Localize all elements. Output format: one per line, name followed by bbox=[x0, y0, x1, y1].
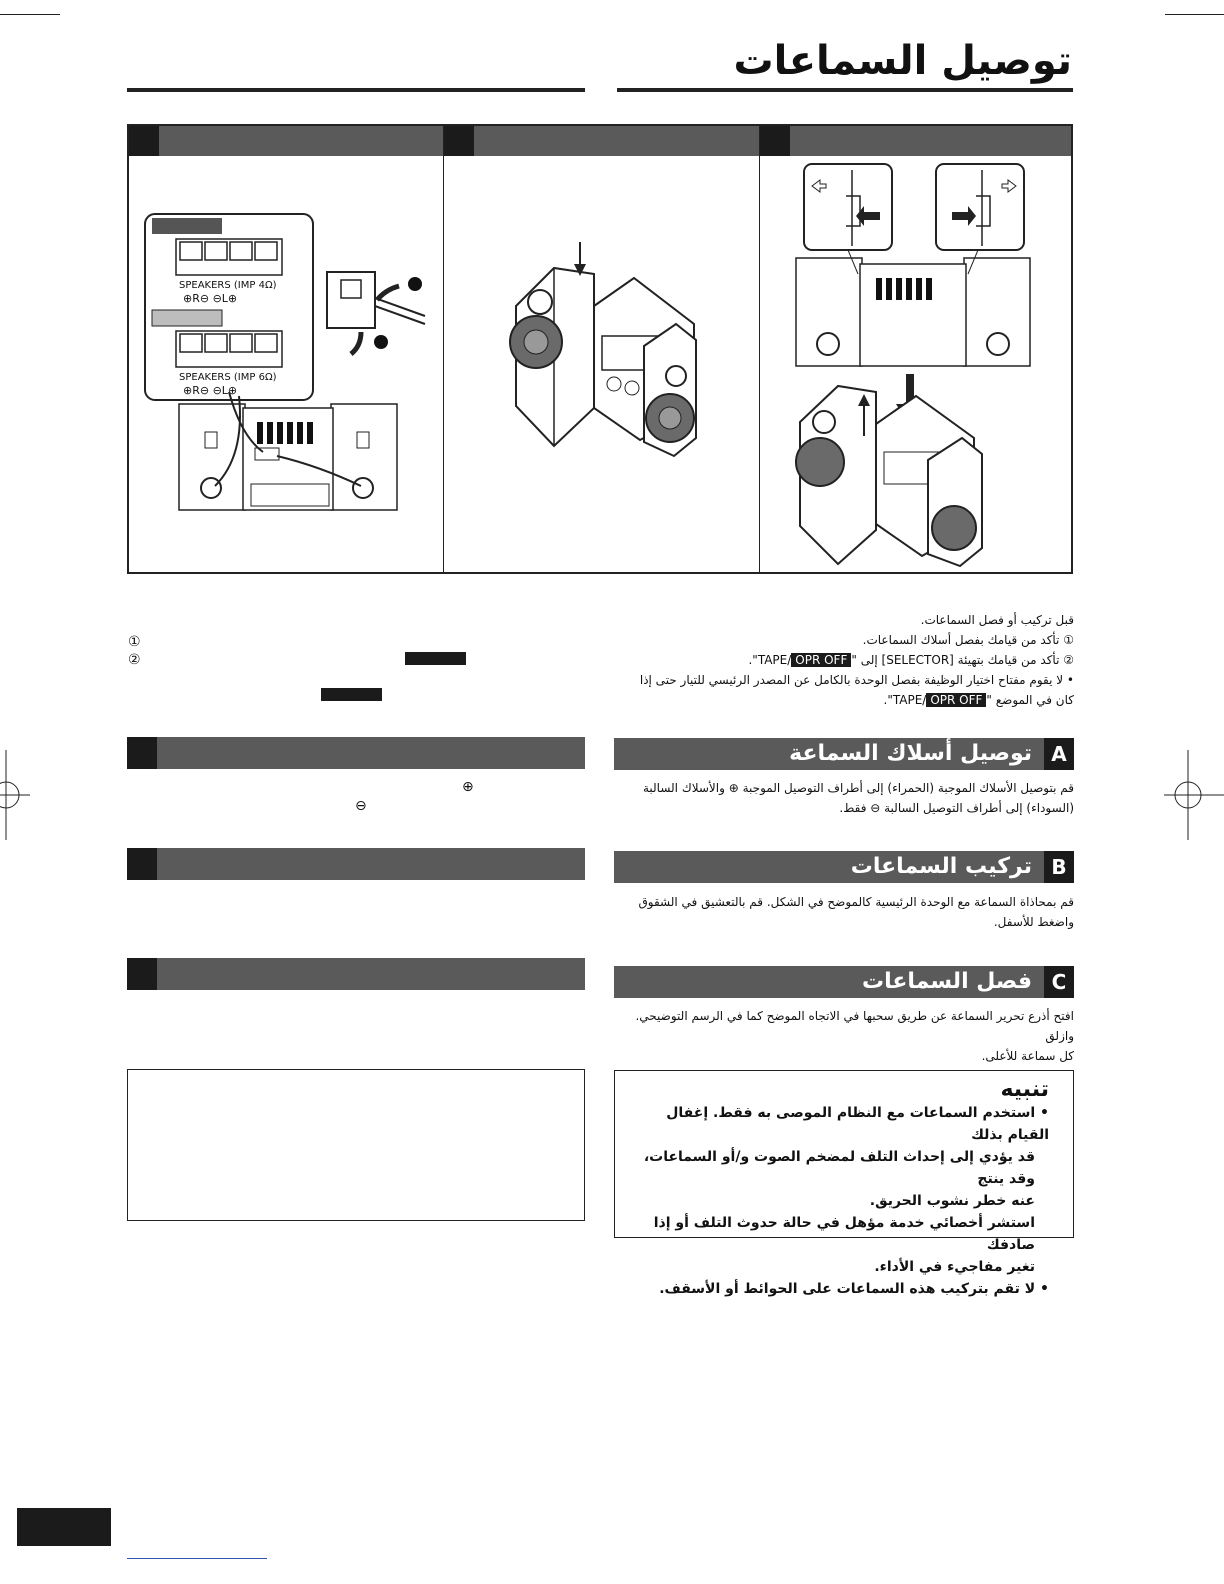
step2-text: تأكد من قيامك بتهيئة [SELECTOR] إلى " bbox=[851, 653, 1060, 667]
note2-tape: TAPE/ bbox=[892, 693, 927, 707]
section-c-body bbox=[614, 1006, 1074, 1066]
section-c-letter: C bbox=[1044, 966, 1074, 998]
section-tab bbox=[127, 737, 157, 769]
crop-mark-top-left bbox=[0, 14, 60, 15]
note-line-1: لا يقوم مفتاح اختيار الوظيفة بفصل الوحدة بالكامل عن المصدر الرئيسي للتيار حتى إذا bbox=[639, 673, 1064, 687]
left-step-marker-1: ① bbox=[128, 634, 141, 650]
caution-item-1 bbox=[625, 1102, 1049, 1146]
section-c-line-2: كل سماعة للأعلى. bbox=[981, 1049, 1074, 1063]
section-b-line-1: قم بمحاذاة السماعة مع الوحدة الرئيسية كالموضح في الشكل. قم بالتعشيق في الشقوق bbox=[638, 895, 1074, 909]
left-section-bar-a bbox=[127, 737, 585, 769]
terminal-symbols-4ohm: ⊕R⊖ ⊖L⊕ bbox=[183, 292, 238, 305]
crop-mark-top-right bbox=[1165, 14, 1224, 15]
left-section-bar-b bbox=[127, 848, 585, 880]
left-caution-box bbox=[127, 1069, 585, 1221]
left-minus-symbol: ⊖ bbox=[355, 798, 367, 814]
caution-item-1-line-2: قد يؤدي إلى إحداث التلف لمضخم الصوت و/أو السماعات، وقد ينتج bbox=[643, 1149, 1035, 1187]
section-b-line-2: واضغط للأسفل. bbox=[993, 915, 1074, 929]
section-a-letter: A bbox=[1044, 738, 1074, 770]
intro-right-block bbox=[614, 610, 1074, 710]
intro-step1 bbox=[614, 630, 1074, 650]
title-rule-right bbox=[617, 88, 1073, 92]
note2-end: ". bbox=[883, 693, 893, 707]
section-c-title: فصل السماعات bbox=[862, 969, 1032, 994]
footer-line bbox=[127, 1558, 267, 1559]
left-section-bar-c bbox=[127, 958, 585, 990]
caution-box bbox=[614, 1070, 1074, 1297]
panel-header bbox=[129, 126, 443, 156]
page-number-block bbox=[17, 1508, 111, 1546]
caution-bullet: • bbox=[1040, 1281, 1049, 1297]
step2-end: ". bbox=[748, 653, 758, 667]
figure-frame bbox=[127, 124, 1073, 574]
left-plus-symbol: ⊕ bbox=[462, 779, 474, 795]
wiring-illustration bbox=[129, 156, 444, 572]
opr-off-badge: OPR OFF bbox=[791, 653, 851, 667]
left-step-marker-2: ② bbox=[128, 652, 141, 668]
section-bar-c bbox=[614, 966, 1074, 998]
terminal-symbols-6ohm: ⊕R⊖ ⊖L⊕ bbox=[183, 384, 238, 397]
registration-mark-right bbox=[1164, 750, 1224, 840]
section-b-title: تركيب السماعات bbox=[850, 854, 1032, 879]
figure-panel-detach bbox=[760, 126, 1071, 572]
figure-panel-wiring bbox=[129, 126, 444, 572]
panel-header bbox=[444, 126, 759, 156]
left-opr-off-badge bbox=[405, 652, 466, 665]
detach-illustration bbox=[760, 156, 1071, 572]
attach-illustration bbox=[444, 156, 760, 572]
section-c-line-1: افتح أذرع تحرير السماعة عن طريق سحبها في الاتجاه الموضح كما في الرسم التوضيحي. وازلق bbox=[635, 1009, 1074, 1043]
figure-panel-attach bbox=[444, 126, 760, 572]
caution-item-2 bbox=[625, 1278, 1049, 1300]
section-a-body bbox=[614, 778, 1074, 818]
step1-text: تأكد من قيامك بفصل أسلاك السماعات. bbox=[862, 633, 1060, 647]
section-b-letter: B bbox=[1044, 851, 1074, 883]
panel-header bbox=[760, 126, 1071, 156]
section-bar-a bbox=[614, 738, 1074, 770]
section-tab bbox=[127, 848, 157, 880]
panel-tab bbox=[760, 126, 790, 156]
left-opr-off-badge-2 bbox=[321, 688, 382, 701]
section-bar-b bbox=[614, 851, 1074, 883]
caution-bullet: • bbox=[1040, 1105, 1049, 1121]
caution-item-1-line-5: تغير مفاجيء في الأداء. bbox=[874, 1259, 1035, 1275]
section-a-line-1: قم بتوصيل الأسلاك الموجبة (الحمراء) إلى أطراف التوصيل الموجبة ⊕ والأسلاك السالبة bbox=[642, 781, 1074, 795]
caution-item-2-text: لا تقم بتركيب هذه السماعات على الحوائط أو الأسقف. bbox=[659, 1281, 1036, 1297]
opr-off-badge: OPR OFF bbox=[926, 693, 986, 707]
step-marker: ② bbox=[1063, 653, 1074, 667]
section-tab bbox=[127, 958, 157, 990]
speakers-4ohm-label: SPEAKERS (IMP 4Ω) bbox=[179, 280, 277, 291]
intro-step2 bbox=[614, 650, 1074, 670]
caution-item-1-line-1: استخدم السماعات مع النظام الموصى به فقط. إغفال القيام بذلك bbox=[666, 1105, 1049, 1143]
step2-tape: TAPE/ bbox=[757, 653, 792, 667]
section-a-title: توصيل أسلاك السماعة bbox=[789, 741, 1032, 766]
caution-item-1-line-3: عنه خطر نشوب الحريق. bbox=[869, 1193, 1035, 1209]
title-rule-left bbox=[127, 88, 585, 92]
caution-item-1-line-4: استشر أخصائي خدمة مؤهل في حالة حدوث التلف أو إذا صادفك bbox=[653, 1215, 1035, 1253]
section-b-body bbox=[614, 892, 1074, 932]
speakers-6ohm-label: SPEAKERS (IMP 6Ω) bbox=[179, 372, 277, 383]
note-bullet: • bbox=[1066, 673, 1074, 687]
page-title: توصيل السماعات bbox=[733, 38, 1072, 84]
registration-mark-left bbox=[0, 750, 30, 840]
caution-title: تنبيه bbox=[1000, 1077, 1049, 1102]
intro-heading: قبل تركيب أو فصل السماعات. bbox=[920, 613, 1074, 627]
section-a-line-2: (السوداء) إلى أطراف التوصيل السالبة ⊖ فقط. bbox=[839, 801, 1074, 815]
intro-note-2 bbox=[614, 690, 1074, 710]
step-marker: ① bbox=[1063, 633, 1074, 647]
note-line-2: كان في الموضع " bbox=[986, 693, 1074, 707]
intro-note-1 bbox=[614, 670, 1074, 690]
panel-tab bbox=[444, 126, 474, 156]
panel-tab bbox=[129, 126, 159, 156]
